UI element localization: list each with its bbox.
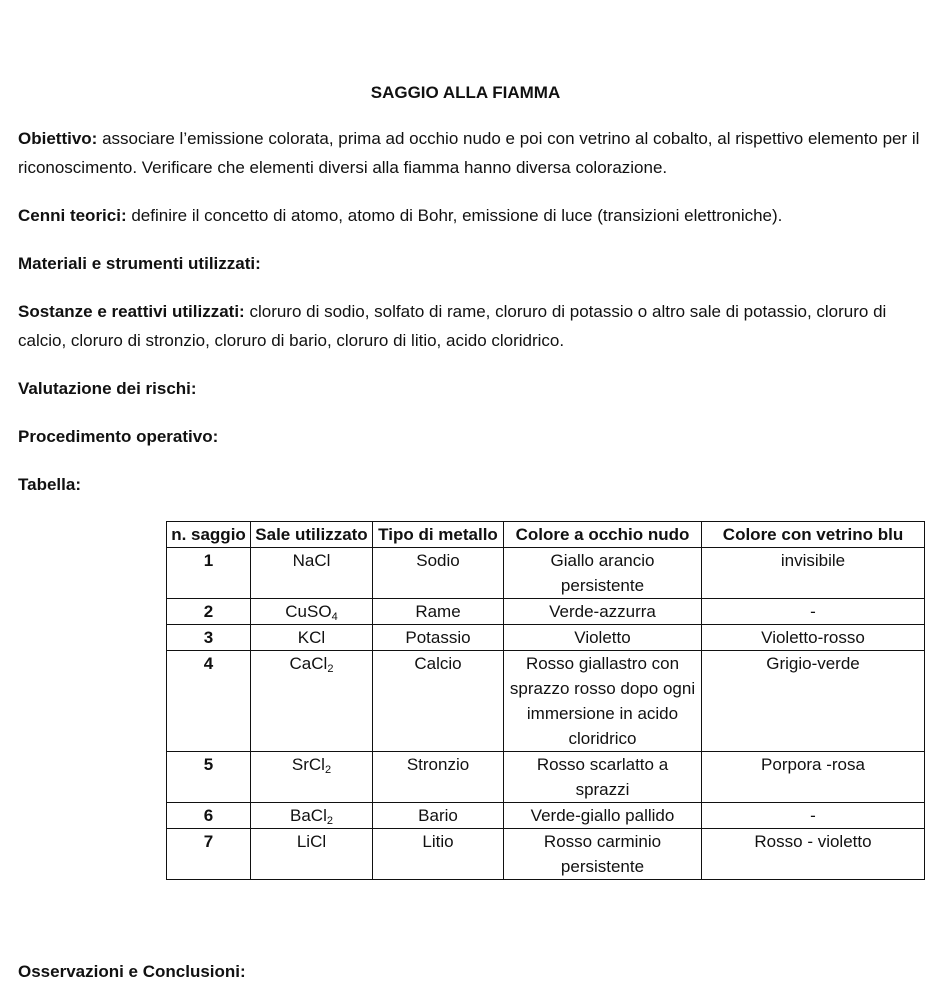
- cell-metal: Litio: [373, 829, 504, 880]
- salt-subscript: 2: [327, 663, 334, 675]
- table-row: [167, 829, 925, 880]
- salt-formula: SrCl: [291, 755, 325, 774]
- cell-naked-eye-color: Giallo arancio persistente: [504, 548, 702, 599]
- table-row: [167, 752, 925, 803]
- cell-blue-glass-color: -: [702, 803, 925, 829]
- header-blue-glass-color: Colore con vetrino blu: [702, 522, 925, 548]
- theory-text: definire il concetto di atomo, atomo di Bohr, emissione di luce (transizioni elettroniche).: [126, 206, 783, 225]
- cell-naked-eye-color: Rosso carminio persistente: [504, 829, 702, 880]
- table-body: [167, 548, 925, 880]
- salt-formula: CaCl: [289, 654, 328, 673]
- cell-number: 3: [167, 625, 251, 651]
- cell-metal: Sodio: [373, 548, 504, 599]
- flame-test-table: [166, 521, 925, 880]
- cell-salt: [251, 829, 373, 880]
- cell-number: 6: [167, 803, 251, 829]
- reagents-paragraph: [18, 297, 923, 355]
- salt-formula: NaCl: [292, 551, 331, 570]
- table-row: [167, 651, 925, 752]
- cell-naked-eye-color: Rosso scarlatto a sprazzi: [504, 752, 702, 803]
- cell-number: 7: [167, 829, 251, 880]
- cell-number: 2: [167, 599, 251, 625]
- table-heading: Tabella:: [18, 475, 81, 494]
- reagents-text: cloruro di sodio, solfato di rame, cloruro di potassio o altro sale di potassio, cloruro di calcio, cloruro di stronzio, cloruro di bario, cloruro di litio, acido cloridrico.: [18, 302, 887, 350]
- cell-blue-glass-color: -: [702, 599, 925, 625]
- cell-metal: Calcio: [373, 651, 504, 752]
- cell-number: 4: [167, 651, 251, 752]
- procedure-heading: Procedimento operativo:: [18, 427, 219, 446]
- risk-heading: Valutazione dei rischi:: [18, 379, 197, 398]
- salt-subscript: 4: [331, 611, 338, 623]
- cell-naked-eye-color: Rosso giallastro con sprazzo rosso dopo ogni immersione in acido cloridrico: [504, 651, 702, 752]
- document-title: SAGGIO ALLA FIAMMA: [370, 83, 561, 102]
- objective-paragraph: [18, 124, 923, 182]
- observations-heading: Osservazioni e Conclusioni:: [18, 962, 246, 981]
- reagents-label: Sostanze e reattivi utilizzati:: [18, 302, 245, 321]
- cell-salt: [251, 803, 373, 829]
- cell-metal: Bario: [373, 803, 504, 829]
- cell-blue-glass-color: Violetto-rosso: [702, 625, 925, 651]
- salt-subscript: 2: [324, 764, 332, 776]
- table-row: [167, 625, 925, 651]
- cell-blue-glass-color: Grigio-verde: [702, 651, 925, 752]
- table-row: [167, 548, 925, 599]
- cell-metal: Stronzio: [373, 752, 504, 803]
- cell-metal: Rame: [373, 599, 504, 625]
- cell-naked-eye-color: Verde-giallo pallido: [504, 803, 702, 829]
- theory-label: Cenni teorici:: [18, 206, 127, 225]
- header-number: n. saggio: [167, 522, 251, 548]
- salt-formula: LiCl: [296, 832, 327, 851]
- salt-formula: CuSO: [285, 602, 332, 621]
- cell-salt: [251, 752, 373, 803]
- cell-blue-glass-color: invisibile: [702, 548, 925, 599]
- cell-number: 5: [167, 752, 251, 803]
- cell-blue-glass-color: Porpora -rosa: [702, 752, 925, 803]
- salt-formula: BaCl: [290, 806, 327, 825]
- theory-paragraph: [18, 201, 923, 230]
- objective-label: Obiettivo:: [18, 129, 98, 148]
- cell-salt: [251, 651, 373, 752]
- table-row: [167, 599, 925, 625]
- header-naked-eye-color: Colore a occhio nudo: [504, 522, 702, 548]
- cell-naked-eye-color: Violetto: [504, 625, 702, 651]
- table-header-row: [167, 522, 925, 548]
- cell-salt: [251, 625, 373, 651]
- table-row: [167, 803, 925, 829]
- salt-subscript: 2: [326, 815, 333, 827]
- header-metal: Tipo di metallo: [373, 522, 504, 548]
- salt-formula: KCl: [297, 628, 326, 647]
- cell-salt: [251, 599, 373, 625]
- cell-metal: Potassio: [373, 625, 504, 651]
- cell-number: 1: [167, 548, 251, 599]
- objective-text: associare l’emissione colorata, prima ad occhio nudo e poi con vetrino al cobalto, al rispettivo elemento per il riconoscimento. Verificare che elementi diversi alla fiamma hanno diversa colorazione.: [18, 129, 920, 177]
- document-body: [18, 78, 923, 499]
- header-salt: Sale utilizzato: [251, 522, 373, 548]
- cell-salt: [251, 548, 373, 599]
- cell-naked-eye-color: Verde-azzurra: [504, 599, 702, 625]
- cell-blue-glass-color: Rosso - violetto: [702, 829, 925, 880]
- materials-heading: Materiali e strumenti utilizzati:: [18, 254, 261, 273]
